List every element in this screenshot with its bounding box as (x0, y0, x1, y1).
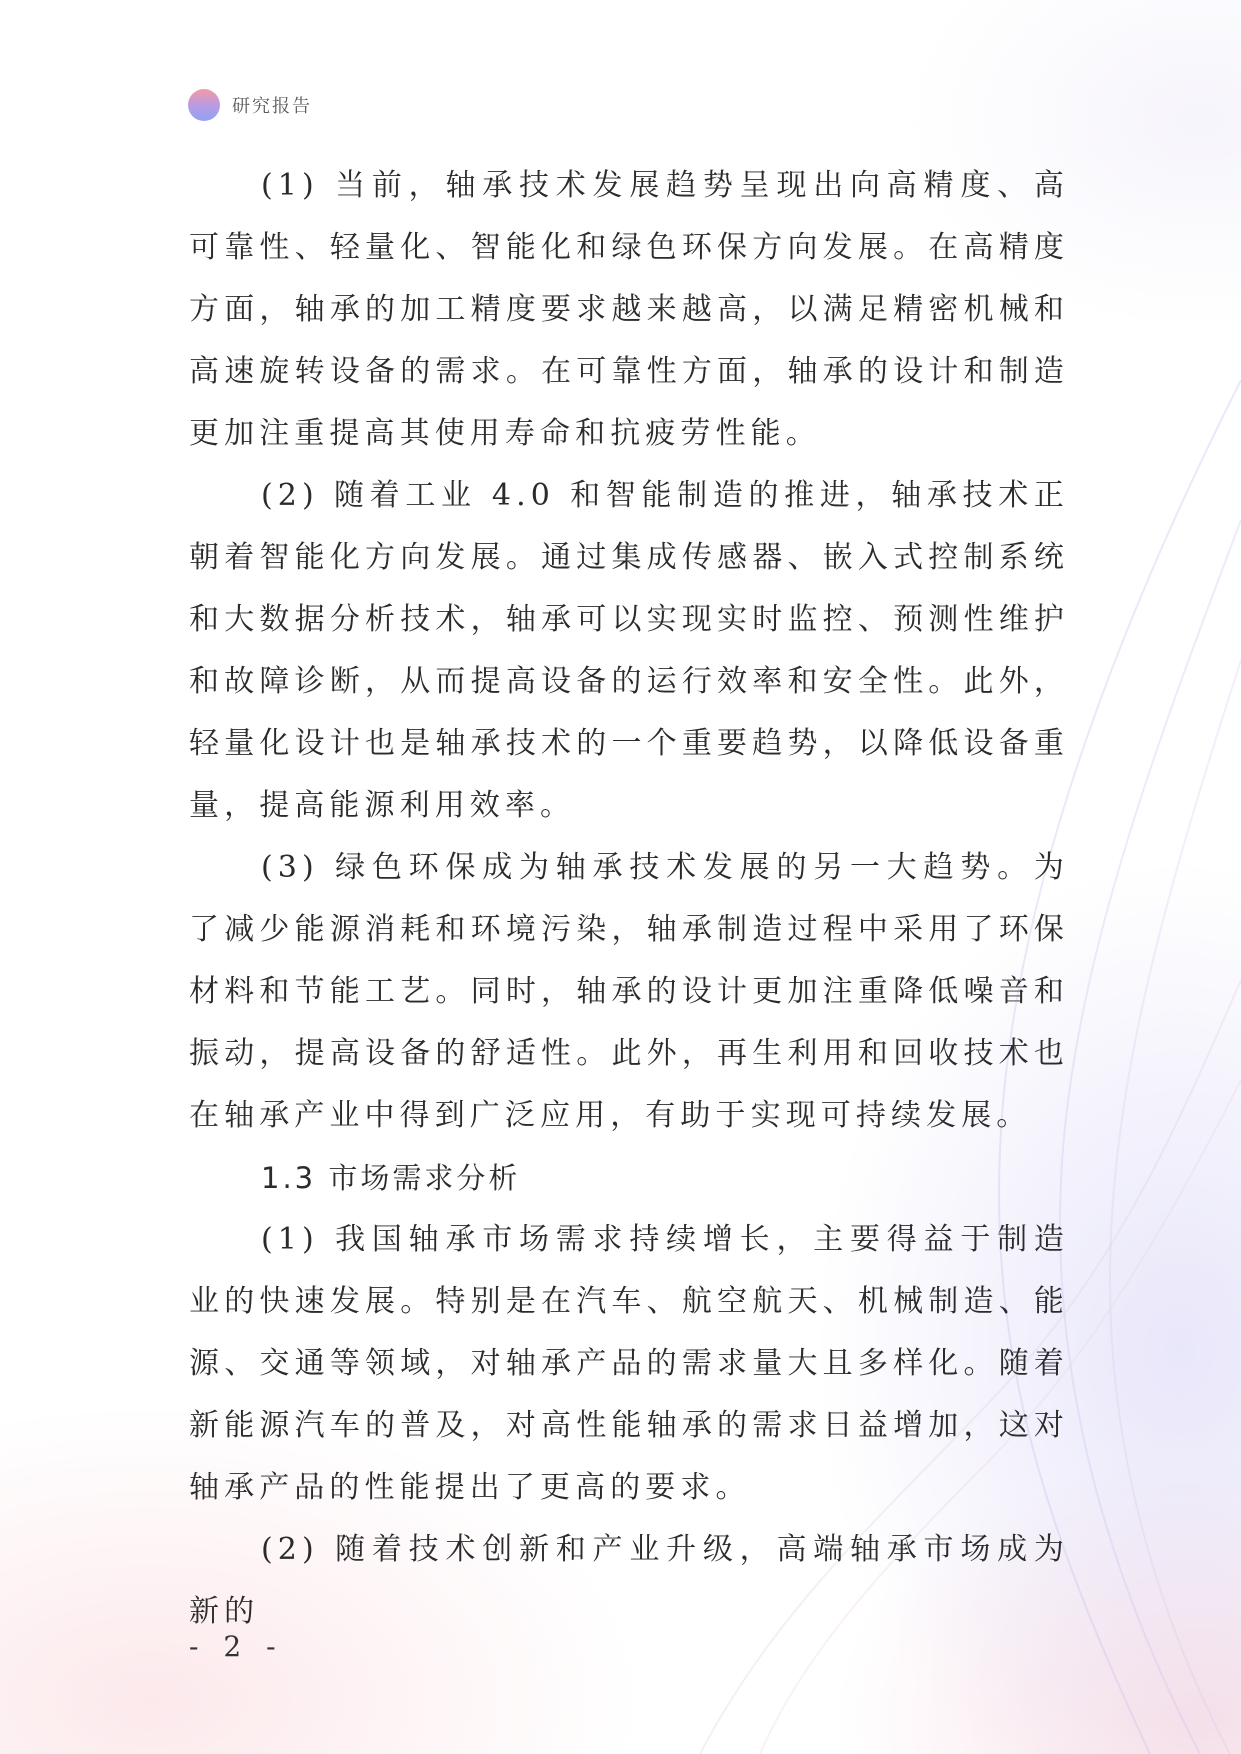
paragraph: (1) 当前，轴承技术发展趋势呈现出向高精度、高可靠性、轻量化、智能化和绿色环保方向发展。在高精度方面，轴承的加工精度要求越来越高，以满足精密机械和高速旋转设备的需求。在可靠性方面，轴承的设计和制造更加注重提高其使用寿命和抗疲劳性能。 (189, 168, 1069, 451)
section-heading: 1.3 市场需求分析 (261, 1161, 521, 1195)
paragraph: (2) 随着工业 4.0 和智能制造的推进，轴承技术正朝着智能化方向发展。通过集成传感器、嵌入式控制系统和大数据分析技术，轴承可以实现实时监控、预测性维护和故障诊断，从而提高设备的运行效率和安全性。此外，轻量化设计也是轴承技术的一个重要趋势，以降低设备重量，提高能源利用效率。 (189, 478, 1069, 823)
header-title: 研究报告 (232, 96, 312, 117)
logo-icon (188, 89, 220, 121)
paragraph: (1) 我国轴承市场需求持续增长，主要得益于制造业的快速发展。特别是在汽车、航空航天、机械制造、能源、交通等领域，对轴承产品的需求量大且多样化。随着新能源汽车的普及，对高性能轴承的需求日益增加，这对轴承产品的性能提出了更高的要求。 (189, 1222, 1069, 1505)
paragraph: (3) 绿色环保成为轴承技术发展的另一大趋势。为了减少能源消耗和环境污染，轴承制造过程中采用了环保材料和节能工艺。同时，轴承的设计更加注重降低噪音和振动，提高设备的舒适性。此外，再生利用和回收技术也在轴承产业中得到广泛应用，有助于实现可持续发展。 (189, 850, 1069, 1133)
paragraph: (2) 随着技术创新和产业升级，高端轴承市场成为新的 (189, 1532, 1069, 1629)
report-header (188, 88, 312, 122)
page-number: - 2 - (189, 1630, 284, 1663)
document-body (189, 155, 1069, 1643)
